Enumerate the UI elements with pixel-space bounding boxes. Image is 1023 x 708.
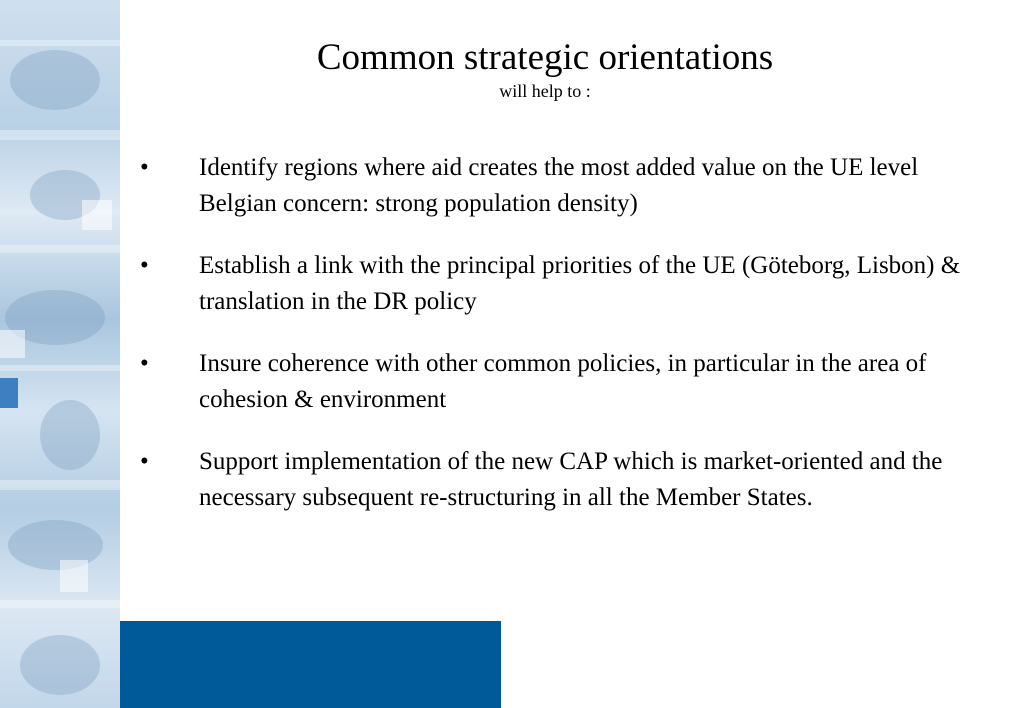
bullet-list (136, 150, 996, 542)
bullet-item (136, 346, 996, 418)
bullet-item (136, 444, 996, 516)
bullet-text: Support implementation of the new CAP which is market-oriented and the necessary subsequent re-structuring in all the Member States. (199, 448, 943, 511)
bullet-text: Identify regions where aid creates the most added value on the UE level Belgian concern: strong population density) (199, 154, 919, 217)
bullet-text: Insure coherence with other common policies, in particular in the area of cohesion & environment (199, 350, 927, 413)
bullet-marker: • (140, 252, 149, 279)
bullet-marker: • (140, 154, 149, 181)
slide-subtitle: will help to : (499, 81, 591, 101)
bullet-marker: • (140, 350, 149, 377)
bullet-item (136, 248, 996, 320)
bullet-text: Establish a link with the principal priorities of the UE (Göteborg, Lisbon) & translation in the DR policy (199, 252, 961, 315)
title-block (140, 36, 950, 102)
strip-accent-square (0, 378, 18, 408)
bullet-item (136, 150, 996, 222)
footer-blue-bar (120, 621, 501, 708)
slide-title: Common strategic orientations (316, 37, 774, 78)
bullet-marker: • (140, 448, 149, 475)
decorative-photo-strip (0, 0, 120, 708)
